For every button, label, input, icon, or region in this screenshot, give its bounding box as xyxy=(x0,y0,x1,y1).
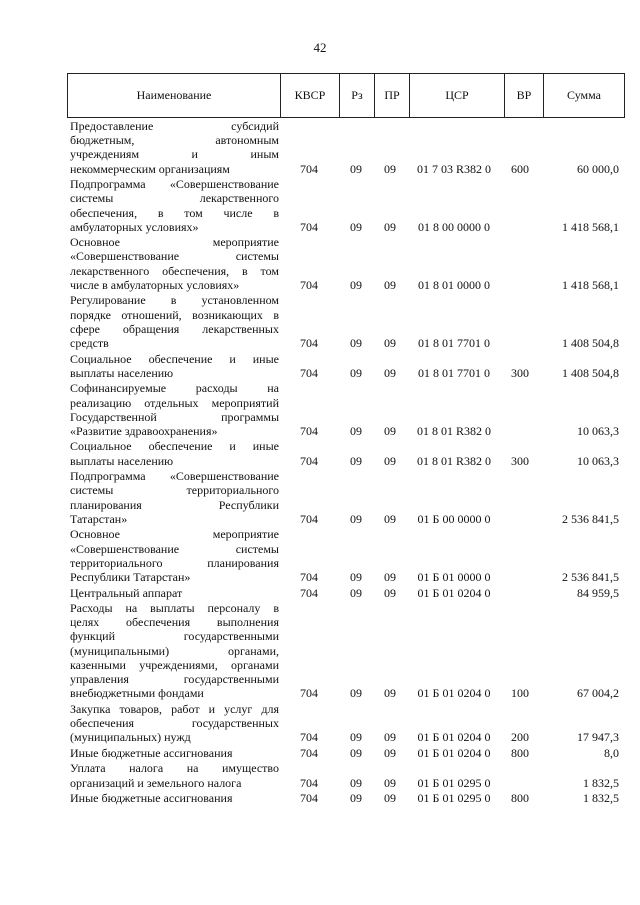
table-row xyxy=(67,381,621,438)
row-pr: 09 xyxy=(384,585,396,600)
row-pr: 09 xyxy=(384,745,396,760)
row-csr: 01 8 01 R382 0 xyxy=(416,453,491,468)
row-pr: 09 xyxy=(384,277,396,292)
row-csr: 01 7 03 R382 0 xyxy=(416,161,491,176)
row-name-line: выплаты населению xyxy=(70,365,174,380)
row-kvsr: 704 xyxy=(300,365,318,380)
row-kvsr: 704 xyxy=(300,775,318,790)
row-pr: 09 xyxy=(384,569,396,584)
row-kvsr: 704 xyxy=(300,730,318,745)
row-rz: 09 xyxy=(350,277,362,292)
row-sum: 1 408 504,8 xyxy=(562,335,619,350)
table-row xyxy=(67,293,621,350)
row-name xyxy=(67,586,279,600)
row-pr: 09 xyxy=(384,219,396,234)
row-name-line: управления государственными xyxy=(70,672,279,687)
row-pr: 09 xyxy=(384,511,396,526)
row-name xyxy=(67,791,279,805)
row-name-line: Регулирование в установленном xyxy=(70,293,279,308)
row-name-line: учреждениям и иным xyxy=(70,147,279,162)
table-row xyxy=(67,177,621,234)
row-kvsr: 704 xyxy=(300,511,318,526)
table-row xyxy=(67,439,621,467)
row-csr: 01 Б 01 0204 0 xyxy=(417,730,491,745)
row-name-line: функций государственными xyxy=(70,629,279,644)
row-vr: 300 xyxy=(511,365,529,380)
row-name-line: Государственной программы xyxy=(70,409,279,424)
row-name-line: Расходы на выплаты персоналу в xyxy=(70,601,279,616)
header-name: Наименование xyxy=(68,74,281,118)
row-csr: 01 8 01 R382 0 xyxy=(416,423,491,438)
row-pr: 09 xyxy=(384,791,396,806)
row-pr: 09 xyxy=(384,423,396,438)
row-rz: 09 xyxy=(350,791,362,806)
row-name-line: Предоставление субсидий xyxy=(70,119,279,133)
row-name-line: казенными учреждениями, органами xyxy=(70,657,279,672)
row-name-line: системы территориального xyxy=(70,483,279,498)
row-name xyxy=(67,469,279,526)
row-name xyxy=(67,381,279,438)
table-row xyxy=(67,791,621,805)
row-vr: 300 xyxy=(511,453,529,468)
row-name xyxy=(67,746,279,760)
row-name-line: Социальное обеспечение и иные xyxy=(70,351,279,366)
row-name-line: организаций и земельного налога xyxy=(70,775,242,790)
row-name-line: Татарстан» xyxy=(70,511,128,526)
row-csr: 01 Б 01 0295 0 xyxy=(417,791,491,806)
row-csr: 01 8 01 7701 0 xyxy=(418,335,490,350)
row-rz: 09 xyxy=(350,423,362,438)
row-sum: 2 536 841,5 xyxy=(562,569,619,584)
table-row xyxy=(67,527,621,584)
table-row xyxy=(67,702,621,745)
row-kvsr: 704 xyxy=(300,686,318,701)
row-csr: 01 8 01 0000 0 xyxy=(418,277,490,292)
row-pr: 09 xyxy=(384,730,396,745)
row-name xyxy=(67,761,279,789)
row-name-line: Подпрограмма «Совершенствование xyxy=(70,177,279,192)
row-rz: 09 xyxy=(350,511,362,526)
row-name-line: порядке отношений, возникающих в xyxy=(70,307,279,322)
row-name-line: (муниципальных) нужд xyxy=(70,730,191,745)
table-row xyxy=(67,746,621,760)
table-row xyxy=(67,761,621,789)
row-sum: 8,0 xyxy=(604,745,619,760)
row-sum: 10 063,3 xyxy=(577,453,619,468)
header-rz: Рз xyxy=(340,74,375,118)
row-vr: 200 xyxy=(511,730,529,745)
row-name-line: Иные бюджетные ассигнования xyxy=(70,791,233,806)
row-name-line: Закупка товаров, работ и услуг для xyxy=(70,701,279,716)
row-kvsr: 704 xyxy=(300,219,318,234)
row-rz: 09 xyxy=(350,775,362,790)
row-csr: 01 Б 01 0204 0 xyxy=(417,745,491,760)
row-rz: 09 xyxy=(350,161,362,176)
row-csr: 01 Б 01 0204 0 xyxy=(417,585,491,600)
row-csr: 01 Б 01 0204 0 xyxy=(417,686,491,701)
row-name-line: «Совершенствование системы xyxy=(70,249,279,264)
row-rz: 09 xyxy=(350,730,362,745)
row-csr: 01 8 01 7701 0 xyxy=(418,365,490,380)
row-sum: 10 063,3 xyxy=(577,423,619,438)
row-name-line: Республики Татарстан» xyxy=(70,569,191,584)
row-name xyxy=(67,119,279,176)
header-vr: ВР xyxy=(505,74,544,118)
row-rz: 09 xyxy=(350,745,362,760)
row-csr: 01 8 00 0000 0 xyxy=(418,219,490,234)
row-kvsr: 704 xyxy=(300,423,318,438)
row-name xyxy=(67,293,279,350)
row-name-line: Основное мероприятие xyxy=(70,527,279,542)
table-body xyxy=(67,119,621,807)
table-row xyxy=(67,235,621,292)
row-sum: 1 418 568,1 xyxy=(562,219,619,234)
row-name-line: обеспечения государственных xyxy=(70,716,279,730)
row-name xyxy=(67,235,279,292)
row-rz: 09 xyxy=(350,219,362,234)
table-row xyxy=(67,586,621,600)
row-name-line: (муниципальными) органами, xyxy=(70,643,279,658)
row-vr: 600 xyxy=(511,161,529,176)
row-name-line: «Совершенствование системы xyxy=(70,541,279,556)
row-name-line: внебюджетными фондами xyxy=(70,686,204,701)
row-kvsr: 704 xyxy=(300,453,318,468)
row-name xyxy=(67,352,279,380)
row-name-line: лекарственного обеспечения, в том xyxy=(70,263,279,278)
row-name-line: Социальное обеспечение и иные xyxy=(70,439,279,454)
row-rz: 09 xyxy=(350,335,362,350)
row-name xyxy=(67,601,279,700)
row-rz: 09 xyxy=(350,365,362,380)
row-kvsr: 704 xyxy=(300,585,318,600)
row-kvsr: 704 xyxy=(300,277,318,292)
row-name xyxy=(67,177,279,234)
row-name-line: «Развитие здравоохранения» xyxy=(70,423,218,438)
row-name-line: Софинансируемые расходы на xyxy=(70,381,279,396)
table-row xyxy=(67,352,621,380)
row-sum: 1 832,5 xyxy=(583,775,619,790)
row-name-line: Центральный аппарат xyxy=(70,585,183,600)
row-sum: 1 418 568,1 xyxy=(562,277,619,292)
row-name-line: некоммерческим организациям xyxy=(70,161,230,176)
row-sum: 84 959,5 xyxy=(577,585,619,600)
row-pr: 09 xyxy=(384,686,396,701)
row-name-line: Подпрограмма «Совершенствование xyxy=(70,469,279,484)
row-kvsr: 704 xyxy=(300,161,318,176)
header-sum: Сумма xyxy=(544,74,625,118)
row-name xyxy=(67,439,279,467)
row-rz: 09 xyxy=(350,453,362,468)
row-pr: 09 xyxy=(384,335,396,350)
row-csr: 01 Б 01 0000 0 xyxy=(417,569,491,584)
table-row xyxy=(67,119,621,176)
row-rz: 09 xyxy=(350,585,362,600)
row-name-line: целях обеспечения выполнения xyxy=(70,615,279,630)
header-csr: ЦСР xyxy=(410,74,505,118)
row-sum: 2 536 841,5 xyxy=(562,511,619,526)
row-name-line: сфере обращения лекарственных xyxy=(70,321,279,336)
row-pr: 09 xyxy=(384,453,396,468)
row-name-line: Основное мероприятие xyxy=(70,235,279,250)
row-kvsr: 704 xyxy=(300,335,318,350)
row-name-line: Уплата налога на имущество xyxy=(70,761,279,776)
row-name-line: планирования Республики xyxy=(70,497,279,512)
row-csr: 01 Б 01 0295 0 xyxy=(417,775,491,790)
table-row xyxy=(67,469,621,526)
row-name-line: территориального планирования xyxy=(70,555,279,570)
row-csr: 01 Б 00 0000 0 xyxy=(417,511,491,526)
row-name-line: числе в амбулаторных условиях» xyxy=(70,277,240,292)
row-name xyxy=(67,702,279,745)
row-name-line: Иные бюджетные ассигнования xyxy=(70,745,233,760)
row-pr: 09 xyxy=(384,775,396,790)
row-sum: 60 000,0 xyxy=(577,161,619,176)
row-sum: 1 832,5 xyxy=(583,791,619,806)
table-header xyxy=(67,73,625,118)
row-vr: 800 xyxy=(511,791,529,806)
row-rz: 09 xyxy=(350,569,362,584)
row-name-line: выплаты населению xyxy=(70,453,174,468)
row-vr: 800 xyxy=(511,745,529,760)
row-pr: 09 xyxy=(384,161,396,176)
table-row xyxy=(67,601,621,700)
row-sum: 1 408 504,8 xyxy=(562,365,619,380)
row-rz: 09 xyxy=(350,686,362,701)
row-name-line: средств xyxy=(70,335,109,350)
row-name-line: бюджетным, автономным xyxy=(70,133,279,148)
row-name-line: системы лекарственного xyxy=(70,191,279,206)
row-pr: 09 xyxy=(384,365,396,380)
row-name-line: обеспечения, в том числе в xyxy=(70,205,279,220)
header-kvsr: КВСР xyxy=(281,74,340,118)
row-name xyxy=(67,527,279,584)
page-number: 42 xyxy=(313,40,327,55)
row-name-line: амбулаторных условиях» xyxy=(70,219,199,234)
header-pr: ПР xyxy=(375,74,410,118)
row-sum: 17 947,3 xyxy=(577,730,619,745)
row-kvsr: 704 xyxy=(300,569,318,584)
row-vr: 100 xyxy=(511,686,529,701)
row-kvsr: 704 xyxy=(300,745,318,760)
row-name-line: реализацию отдельных мероприятий xyxy=(70,395,279,410)
row-sum: 67 004,2 xyxy=(577,686,619,701)
row-kvsr: 704 xyxy=(300,791,318,806)
